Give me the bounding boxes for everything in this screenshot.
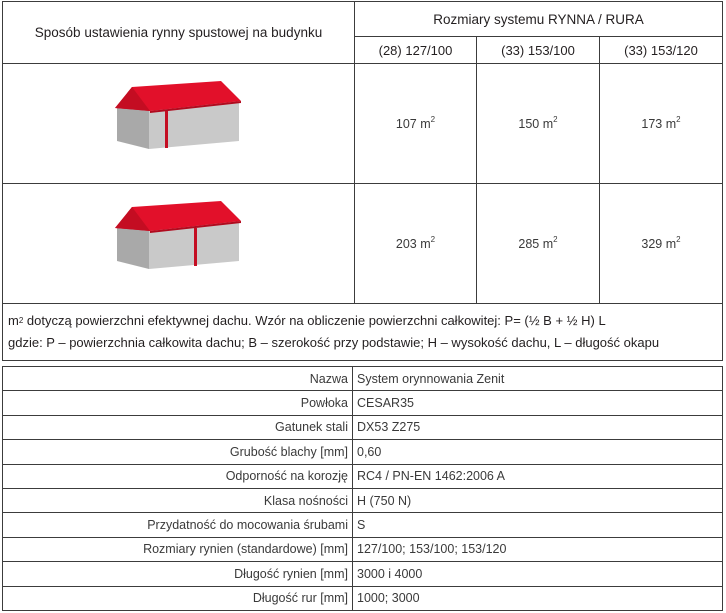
value-cell: 107 $m^2$ <box>355 64 477 184</box>
house-cell <box>3 64 355 184</box>
spec-key: Klasa nośności <box>3 488 353 512</box>
value-cell: 203 $m^2$ <box>355 184 477 304</box>
size-column-header: (33) 153/120 <box>600 37 723 64</box>
spec-value: 127/100; 153/100; 153/120 <box>353 537 723 561</box>
method-header: Sposób ustawienia rynny spustowej na budynku <box>3 2 355 64</box>
value-cell: 329 $m^2$ <box>600 184 723 304</box>
spec-value: DX53 Z275 <box>353 415 723 439</box>
spec-value: 1000; 3000 <box>353 586 723 610</box>
spec-row <box>3 488 723 512</box>
spec-row <box>3 537 723 561</box>
spec-value: H (750 N) <box>353 488 723 512</box>
spec-key: Rozmiary rynien (standardowe) [mm] <box>3 537 353 561</box>
spec-key: Grubość blachy [mm] <box>3 440 353 464</box>
table-row <box>3 184 723 304</box>
spec-row <box>3 562 723 586</box>
size-column-header: (28) 127/100 <box>355 37 477 64</box>
note-line-2: gdzie: P – powierzchnia całkowita dachu; B – szerokość przy podstawie; H – wysokość dachu, L – długość okapu <box>8 335 660 350</box>
spec-row <box>3 513 723 537</box>
spec-value: S <box>353 513 723 537</box>
spec-row <box>3 391 723 415</box>
spec-value: System orynnowania Zenit <box>353 367 723 391</box>
spec-key: Odporność na korozję <box>3 464 353 488</box>
value-cell: 285 $m^2$ <box>477 184 600 304</box>
spec-value: RC4 / PN-EN 1462:2006 A <box>353 464 723 488</box>
house-cell <box>3 184 355 304</box>
house-two-downpipes-icon <box>115 201 243 281</box>
spec-row <box>3 586 723 610</box>
spec-row <box>3 464 723 488</box>
spec-key: Przydatność do mocowania śrubami <box>3 513 353 537</box>
spec-row <box>3 440 723 464</box>
size-column-header: (33) 153/100 <box>477 37 600 64</box>
system-sizes-header: Rozmiary systemu RYNNA / RURA <box>355 2 723 37</box>
spec-key: Nazwa <box>3 367 353 391</box>
spec-key: Gatunek stali <box>3 415 353 439</box>
table-row <box>3 64 723 184</box>
spec-key: Długość rynien [mm] <box>3 562 353 586</box>
spec-value: CESAR35 <box>353 391 723 415</box>
spec-key: Powłoka <box>3 391 353 415</box>
spec-row <box>3 367 723 391</box>
spec-key: Długość rur [mm] <box>3 586 353 610</box>
area-note <box>3 304 723 361</box>
spec-value: 3000 i 4000 <box>353 562 723 586</box>
house-one-downpipe-icon <box>115 81 243 161</box>
note-line-1: $m^2$ dotyczą powierzchni efektywnej dachu. Wzór na obliczenie powierzchni całkowitej: P= (½ B + ½ H) L <box>8 313 606 328</box>
value-cell: 173 $m^2$ <box>600 64 723 184</box>
value-cell: 150 $m^2$ <box>477 64 600 184</box>
gutter-sizes-table <box>2 1 723 361</box>
spec-table <box>2 366 723 611</box>
spec-row <box>3 415 723 439</box>
spec-value: 0,60 <box>353 440 723 464</box>
